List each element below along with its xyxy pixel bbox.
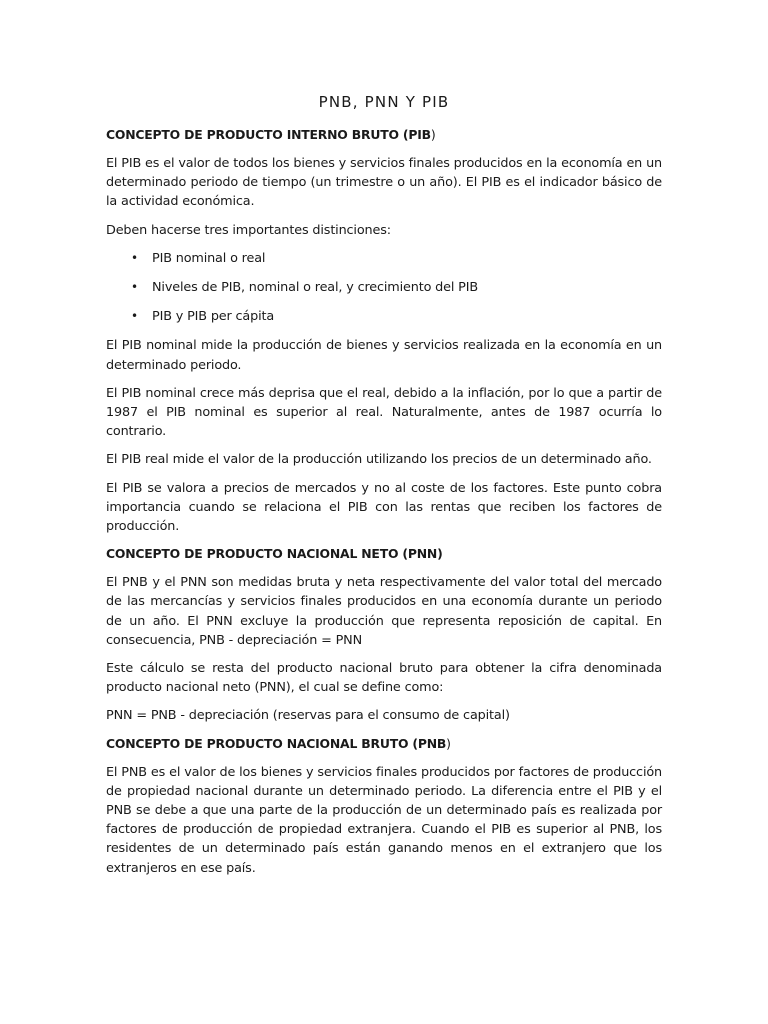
section-heading-pnn: [106, 545, 662, 563]
list-item-text: PIB y PIB per cápita: [152, 309, 275, 325]
bullet-icon: •: [131, 309, 138, 324]
document-title: PNB, PNN Y PIB: [318, 93, 450, 111]
heading-text: CONCEPTO DE PRODUCTO NACIONAL BRUTO (PNB: [106, 735, 447, 751]
document-page: [106, 92, 662, 887]
paragraph: El PIB real mide el valor de la producción utilizando los precios de un determinado año.: [106, 452, 652, 468]
paragraph: El PNB es el valor de los bienes y servicios finales producidos por factores de producción de propiedad nacional durante un determinado periodo. La diferencia entre el PIB y el PNB se debe a que una parte de la producción de un determinado país es realizada por factores de producción de propiedad extranjera. Cuando el PIB es superior al PNB, los residentes de un determinado país están ganando menos en el extranjero que los extranjeros en ese país.: [106, 764, 662, 876]
paragraph: PNN = PNB - depreciación (reservas para el consumo de capital): [106, 708, 510, 724]
bullet-icon: •: [131, 280, 138, 295]
paragraph: El PIB se valora a precios de mercados y no al coste de los factores. Este punto cobra importancia cuando se relaciona el PIB con las rentas que reciben los factores de producción.: [106, 480, 662, 535]
paragraph: El PIB es el valor de todos los bienes y servicios finales producidos en la economía en un determinado periodo de tiempo (un trimestre o un año). El PIB es el indicador básico de la actividad económica.: [106, 156, 662, 210]
list-item: [106, 278, 662, 297]
list-item-text: PIB nominal o real: [152, 250, 266, 266]
heading-text: CONCEPTO DE PRODUCTO INTERNO BRUTO (PIB: [106, 127, 431, 142]
list-item: [106, 307, 662, 326]
section-heading-pib: [106, 126, 662, 144]
bullet-list: [106, 249, 662, 327]
list-item-text: Niveles de PIB, nominal o real, y crecimiento del PIB: [152, 280, 479, 296]
paragraph: Este cálculo se resta del producto nacional bruto para obtener la cifra denominada producto nacional neto (PNN), el cual se define como:: [106, 661, 662, 696]
paragraph: El PIB nominal mide la producción de bienes y servicios realizada en la economía en un determinado periodo.: [106, 338, 662, 373]
paragraph: El PIB nominal crece más deprisa que el real, debido a la inflación, por lo que a partir de 1987 el PIB nominal es superior al real. Naturalmente, antes de 1987 ocurría lo contrario.: [106, 385, 662, 440]
list-item: [106, 249, 662, 268]
bullet-icon: •: [131, 250, 138, 265]
paragraph: Deben hacerse tres importantes distinciones:: [106, 222, 391, 238]
heading-tail: ): [430, 127, 436, 142]
heading-text: CONCEPTO DE PRODUCTO NACIONAL NETO (PNN): [106, 546, 443, 562]
section-heading-pnb: [106, 735, 662, 753]
paragraph: El PNB y el PNN son medidas bruta y neta respectivamente del valor total del mercado de las mercancías y servicios finales producidos en una economía durante un periodo de un año. El PNN excluye la producción que representa reposición de capital. En consecuencia, PNB - depreciación = PNN: [106, 575, 662, 648]
heading-tail: ): [446, 735, 451, 751]
